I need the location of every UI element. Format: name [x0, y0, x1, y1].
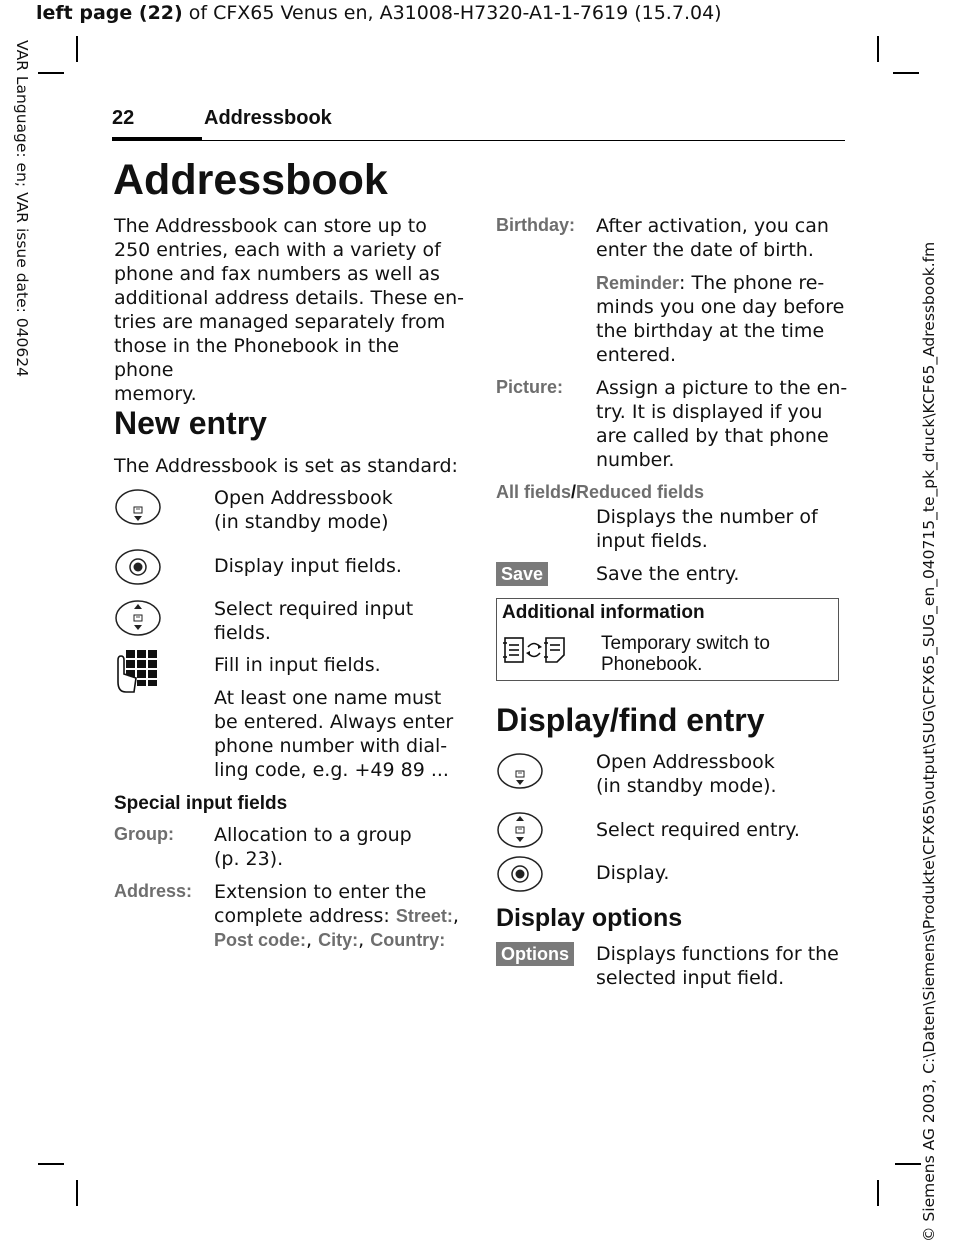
postcode-field-name: Post code:: [214, 930, 307, 950]
text-fragment: ,: [306, 929, 319, 951]
address-description: [214, 880, 474, 952]
center-select-key-icon: [496, 854, 544, 894]
save-softkey: Save: [496, 562, 548, 586]
intro-paragraph: [114, 214, 464, 406]
text-line: [596, 271, 844, 295]
text-line: Assign a picture to the en-: [596, 377, 848, 399]
text-line: Open Addressbook: [596, 751, 775, 773]
new-entry-heading: New entry: [114, 405, 267, 441]
text-line: [214, 928, 474, 952]
group-label: Group:: [114, 824, 174, 844]
crop-mark: [38, 1163, 64, 1165]
text-line: additional address details. These en-: [114, 287, 465, 309]
name-note: [214, 686, 453, 782]
center-select-key-icon: [114, 547, 162, 587]
running-head-rule: [112, 140, 845, 141]
text-line: the birthday at the time: [596, 320, 825, 342]
print-header: [36, 2, 722, 24]
text-fragment: : The phone re-: [679, 272, 825, 294]
nav-updown-key-icon: [114, 598, 162, 638]
crop-mark: [76, 36, 78, 62]
text-line: those in the Phonebook in the phone: [114, 335, 400, 381]
options-softkey: Options: [496, 942, 574, 966]
additional-info-text: [601, 633, 770, 675]
country-field-name: Country:: [370, 930, 446, 950]
text-line: ling code, e.g. +49 89 ...: [214, 759, 449, 781]
options-description: [596, 942, 839, 990]
text-line: entered.: [596, 344, 677, 366]
nav-down-key-icon: [114, 487, 162, 527]
page-title: Addressbook: [113, 156, 388, 204]
step-select-fields: [214, 597, 413, 645]
text-line: Displays the number of: [596, 506, 818, 528]
text-line: minds you one day before: [596, 296, 845, 318]
text-line: input fields.: [596, 530, 708, 552]
running-head-title: Addressbook: [204, 107, 332, 129]
text-line: phone number with dial-: [214, 735, 448, 757]
display-find-heading: Display/find entry: [496, 702, 765, 738]
crop-mark: [38, 72, 64, 74]
text-line: After activation, you can: [596, 215, 829, 237]
street-field-name: Street:: [395, 906, 453, 926]
text-line: (in standby mode).: [596, 775, 777, 797]
text-line: selected input field.: [596, 967, 785, 989]
text-line: phone and fax numbers as well as: [114, 263, 440, 285]
reminder-description: [596, 271, 844, 367]
text-line: At least one name must: [214, 687, 442, 709]
all-reduced-fields-label: [496, 482, 704, 503]
text-line: Extension to enter the: [214, 881, 427, 903]
all-fields-label: All fields: [496, 482, 572, 502]
step-display-input: Display input fields.: [214, 555, 402, 577]
address-label: Address:: [114, 881, 193, 901]
text-fragment: ,: [358, 929, 371, 951]
text-line: (p. 23).: [214, 848, 284, 870]
margin-text-right: © Siemens AG 2003, C:\Daten\Siemens\Produkte\CFX65\output\SUG\CFX65_SUG_en_040715_te_pk_druck\KCF65_Adressbook.fm: [920, 241, 938, 1242]
reduced-fields-label: Reduced fields: [576, 482, 705, 502]
crop-mark: [893, 72, 919, 74]
text-line: (in standby mode): [214, 511, 389, 533]
birthday-label: Birthday:: [496, 215, 576, 235]
step-open-addressbook: [214, 486, 393, 534]
birthday-description: [596, 214, 829, 262]
text-line: Displays functions for the: [596, 943, 839, 965]
all-fields-description: [596, 505, 818, 553]
text-line: enter the date of birth.: [596, 239, 814, 261]
text-line: The Addressbook can store up to: [114, 215, 427, 237]
find-step-select: Select required entry.: [596, 819, 800, 841]
text-line: Phonebook.: [601, 654, 703, 675]
new-entry-intro: The Addressbook is set as standard:: [114, 455, 458, 477]
text-line: tries are managed separately from: [114, 311, 446, 333]
group-description: [214, 823, 412, 871]
text-line: fields.: [214, 622, 271, 644]
text-line: memory.: [114, 383, 197, 405]
find-step-open: [596, 750, 777, 798]
crop-mark: [877, 1180, 879, 1206]
margin-text-left: VAR Language: en; VAR issue date: 040624: [13, 40, 31, 377]
text-line: Allocation to a group: [214, 824, 412, 846]
picture-description: [596, 376, 847, 472]
print-header-page: left page (22): [36, 2, 183, 24]
nav-down-key-icon: [496, 751, 544, 791]
step-fill-fields: Fill in input fields.: [214, 654, 381, 676]
nav-updown-key-icon: [496, 810, 544, 850]
text-line: number.: [596, 449, 675, 471]
crop-mark: [895, 1163, 921, 1165]
phonebook-switch-icon: [502, 635, 566, 665]
keypad-icon: [114, 648, 158, 694]
text-fragment: /: [571, 482, 577, 502]
display-options-heading: Display options: [496, 904, 683, 932]
print-header-info: of CFX65 Venus en, A31008-H7320-A1-1-7619 (15.7.04): [182, 2, 722, 24]
text-line: be entered. Always enter: [214, 711, 454, 733]
crop-mark: [76, 1180, 78, 1206]
running-head-page: 22: [112, 107, 135, 129]
special-fields-heading: Special input fields: [114, 793, 288, 814]
additional-info-box: [496, 598, 839, 681]
find-step-display: Display.: [596, 862, 670, 884]
additional-info-heading: Additional information: [502, 602, 705, 623]
text-fragment: complete address:: [214, 905, 396, 927]
text-line: 250 entries, each with a variety of: [114, 239, 441, 261]
city-field-name: City:: [318, 930, 359, 950]
picture-label: Picture:: [496, 377, 564, 397]
save-description: Save the entry.: [596, 563, 740, 585]
text-fragment: ,: [452, 905, 459, 927]
text-line: Temporary switch to: [601, 633, 770, 654]
text-line: [214, 904, 474, 928]
text-line: are called by that phone: [596, 425, 829, 447]
reminder-label: Reminder: [596, 273, 680, 293]
text-line: Open Addressbook: [214, 487, 393, 509]
text-line: Select required input: [214, 598, 414, 620]
text-line: try. It is displayed if you: [596, 401, 823, 423]
crop-mark: [877, 36, 879, 62]
